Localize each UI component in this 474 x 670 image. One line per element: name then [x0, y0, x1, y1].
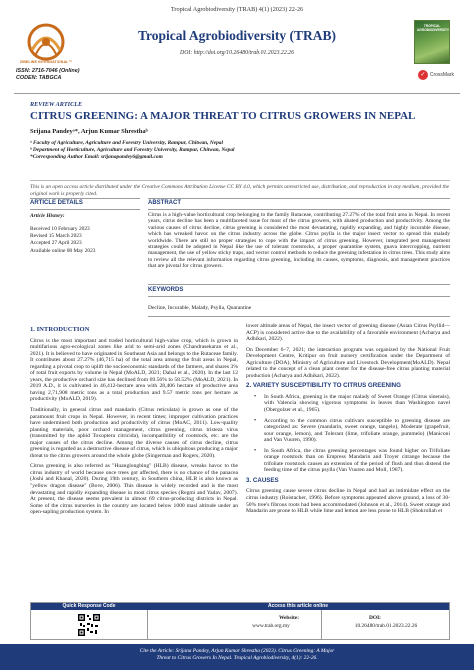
issn-block: [16, 68, 80, 82]
keywords: Decline, Incurable, Malady, Psylla, Quarantine: [148, 305, 252, 311]
divider: [30, 209, 140, 210]
article-history: [30, 226, 95, 255]
corresponding-author: *Corresponding Author Email: srijanapandey6@gmail.com: [30, 154, 163, 161]
paragraph: Citrus greening cause severe citrus decline in Nepal and had an intimidate effect on the citrus industry (Roistacher, 1996). Before symptoms appeared above ground, a loss of 30-50% tree's fibrous roots had been accommodated (Johnson et al., 2014). Sweet orange and Mandarin are prone to HLB while lime and lemon are less prone to HLB (Shokrollah et: [246, 488, 450, 515]
divider: [148, 198, 450, 199]
paragraph: Citrus is the most important and traded horticultural high-value crop, which is grown in multifarious agro-ecological zones like arid to semi-arid zones (Chandrasekaran et al., 2021). It is believed to have originated in Southeast Asia and belongs to the Rutaceae family. It contributes about 27.27% (46,715 ha) of the total area among the fruit areas in Nepal, regarding a pivotal crop to uplift the socioeconomic standards of the farmers, and shares 3% of total fruit exports by volume in Nepal (MoALD, 2021; Dahal et al., 2020). In the last 12 years, the productive orchard size has declined from 69.56% to 58.52% (MoALD, 2021). In 2019 A.D., it is cultivated in 46,412-hectare area with 28,406 hectare of productive area having 2,71,908 metric tons as a total production and 9.57 metric tons per hectare as productivity (MoALD, 2019).: [30, 337, 238, 403]
affiliation-b: ᵇ Department of Horticulture, Agriculture and Forestry University, Rampur, Chitwan, Nepal: [30, 147, 235, 154]
running-head: Tropical Agrobiodiversity (TRAB) 4(1) (2023) 22-26: [170, 6, 304, 13]
history-received: Received 10 February 2023: [30, 226, 90, 232]
right-column: [246, 323, 450, 519]
list-item-text: In South Africa, the citrus greening percentages was found higher on Trifoliate orange rootstock than on Empress Mandarin and Troyer citrange because the trifoliate rootstock causes an extension of the period of flush and thus distend the feeding time of the citrus psylla (Van Vuuren and Moll, 1987).: [264, 447, 450, 474]
list-item: [254, 394, 450, 414]
article-history-label: Article History:: [30, 213, 65, 219]
abstract-label: ABSTRACT: [148, 200, 181, 206]
access-online-label: Access this article online: [147, 603, 449, 610]
divider: [321, 610, 322, 640]
affiliations: [30, 140, 450, 162]
quick-response-label: Quick Response Code: [31, 603, 147, 610]
paragraph: lower altitude areas of Nepal, the insect vector of greening disease (Asian Citrus Psyllid—ACP) is considered active due to the availability of a favorable environment (Acharya and Adhikari, 2022).: [246, 323, 450, 343]
divider: [148, 296, 450, 297]
bullet-icon: •: [254, 417, 257, 424]
paragraph: On December 6–7, 2021; the interaction program was organized by the National Fruit Development Centre, Kritipur on fruit nursery certification under the Department of Agriculture (DOA), Ministry of Agriculture and Livestock Development(MoALD). Nepal related to the concept of a clean plant center for the disease-free citrus planting material production (Acharya and Adhikari, 2022).: [246, 346, 450, 379]
divider: [148, 284, 450, 285]
coden: CODEN: TABGCA: [16, 75, 62, 81]
journal-doi[interactable]: DOI: http://doi.org/10.26480/trab.01.2023.22.26: [180, 50, 294, 56]
causes-heading: 3. CAUSES: [246, 476, 279, 484]
authors: Srijana Pandeyᵃ*, Arjun Kumar Shresthaᵇ: [30, 128, 148, 135]
doi-label: DOI:: [369, 615, 381, 621]
website-label: Website:: [278, 615, 299, 621]
divider: [30, 198, 140, 199]
doi-link[interactable]: 10.26480/trab.01.2023.22.26: [354, 623, 418, 629]
divider: [148, 209, 450, 210]
paragraph: Traditionally, in general citrus and mandarin (Citrus reticulata) is grown as one of the paramount fruit crops in Nepal. However, in recent times; improper cultivation practices have undermined both production and productivity of citrus (MoAC, 2011). Low-quality planting materials, poor orchard management, citrus greening, citrus tristeza virus (transmitted by the aphid Toxoptera citricida), incompatibility of rootstock, etc. are the major causes of the citrus decline. Among the diverse causes of citrus decline, citrus greening is regarded as a destructive disease of citrus, which is ubiquitous producing a major threat to the citrus growers around the whole globe (Singerman and Rogers, 2020).: [30, 407, 238, 459]
bullet-icon: •: [254, 447, 257, 454]
access-box: [30, 602, 450, 640]
crossmark-label: CrossMark: [429, 72, 454, 78]
citation-line-2: Threat to Citrus Growers In Nepal. Tropical Agrobiodiversity, 4(1): 22-26.: [156, 655, 318, 662]
list-item-text: In South Africa, greening is the major malady of Sweet Orange (Citrus sinensis), with Valencia showing vigorous symptoms in leaves than Washington navel (Obergolzer et al., 1965).: [264, 393, 450, 414]
journal-header: [14, 20, 460, 94]
citation-footer: [0, 644, 474, 670]
license-notice: This is an open access article distributed under the Creative Commons Attribution License CC BY 4.0, which permits unrestricted use, distribution, and reproduction in any medium, provided the original work is properly cited.: [30, 180, 450, 198]
article-details-label: ARTICLE DETAILS: [30, 200, 83, 206]
history-revised: Revised 15 March 2023: [30, 233, 82, 240]
website-link[interactable]: www.trab.org.my: [252, 623, 290, 629]
paragraph: Citrus greening is also referred as "Huanglongbing" (HLB) disease, wreaks havoc to the citrus industry of world because once trees got affected, there is no chance of the panacea (Joshi and Khanal, 2020). During 19th century, in Southern china, HLB is also known as "yellow dragon disease" (Bove, 2006). This disease is widely recorded and is the most devastating and rapidly expanding disease in most citrus species (Regmi and Yadav, 2007). At present, the disease seems prevalent in almost 69 citrus-producing districts in Nepal. Some of the citrus nurseries in the country are located below 1000 masl altitude under an open-sapling production system. In: [30, 463, 238, 516]
abstract-text: Citrus is a high-value horticultural crop belonging to the family Rutaceae, contributing 27.27% of the total fruit area in Nepal. In recent years, citrus decline has been a multifaceted issue for most of the citrus growers, with abated production and productivity. Among the various causes of citrus decline, citrus greening is considered the most devastating, rapidly expanding, and highly incurable disease, which has wreaked havoc on the citrus industry across the globe. Citrus psylla is the major insect vector to spread this malady worldwide. There are still no proper strategies to cope with the impact of citrus greening. However, integrated pest management strategies could be adopted in Nepal like the use of tolerant rootstocks, a proper quarantine system, guava intercropping, nutrient management, the use of yellow sticky traps, and vector control methods to reduce the greening infestation in citrus trees. This study aims to review all the relevant information regarding citrus greening, including its causes, symptoms, diagnosis, and management practices that are pivotal for citrus growers.: [148, 212, 450, 270]
cover-title: TROPICAL AGROBIODIVERSITY: [417, 24, 450, 32]
journal-cover-image: [414, 20, 450, 64]
keywords-label: KEYWORDS: [148, 287, 184, 293]
article-type: REVIEW ARTICLE: [30, 101, 83, 108]
list-item: [254, 418, 450, 444]
variety-heading: 2. VARIETY SUSCEPTIBILITY TO CITRUS GREENING: [246, 382, 401, 390]
bullet-icon: •: [254, 393, 257, 400]
qr-code-icon[interactable]: [77, 613, 101, 637]
history-online: Available online 08 May 2023: [30, 247, 96, 254]
list-item: [254, 448, 450, 474]
crossmark-icon: ✓: [418, 70, 428, 80]
logo-text: ZIBELINE INTERNATIONAL™: [19, 60, 73, 64]
history-accepted: Accepted 27 April 2023: [30, 240, 82, 247]
introduction-heading: 1. INTRODUCTION: [30, 326, 90, 333]
list-item-text: According to the common citrus cultivars susceptible to greening disease are categorized as: Severe (mandarin, sweet orange, tangelo), Moderate (grapefruit, sour orange, lemon), and Tolerant (lime, trifoliate orange, pummelo) (Maniconi and Van Vuuren, 1990).: [264, 417, 450, 444]
citation-line-1: Cite the Article: Srijana Pandey, Arjun Kumar Shrestha (2023). Citrus Greening: A Major: [139, 648, 335, 654]
divider: [147, 610, 148, 640]
article-title: CITRUS GREENING: A MAJOR THREAT TO CITRUS GROWERS IN NEPAL: [30, 110, 416, 122]
left-column: [30, 324, 238, 520]
journal-title: Tropical Agrobiodiversity (TRAB): [137, 28, 336, 43]
affiliation-a: ᵃ Faculty of Agriculture, Agriculture and Forestry University, Rampur, Chitwan, Nepal: [30, 140, 224, 146]
issn: ISSN: 2716-7046 (Online): [16, 68, 80, 74]
crossmark-badge[interactable]: [418, 70, 454, 80]
divider: [148, 316, 450, 317]
